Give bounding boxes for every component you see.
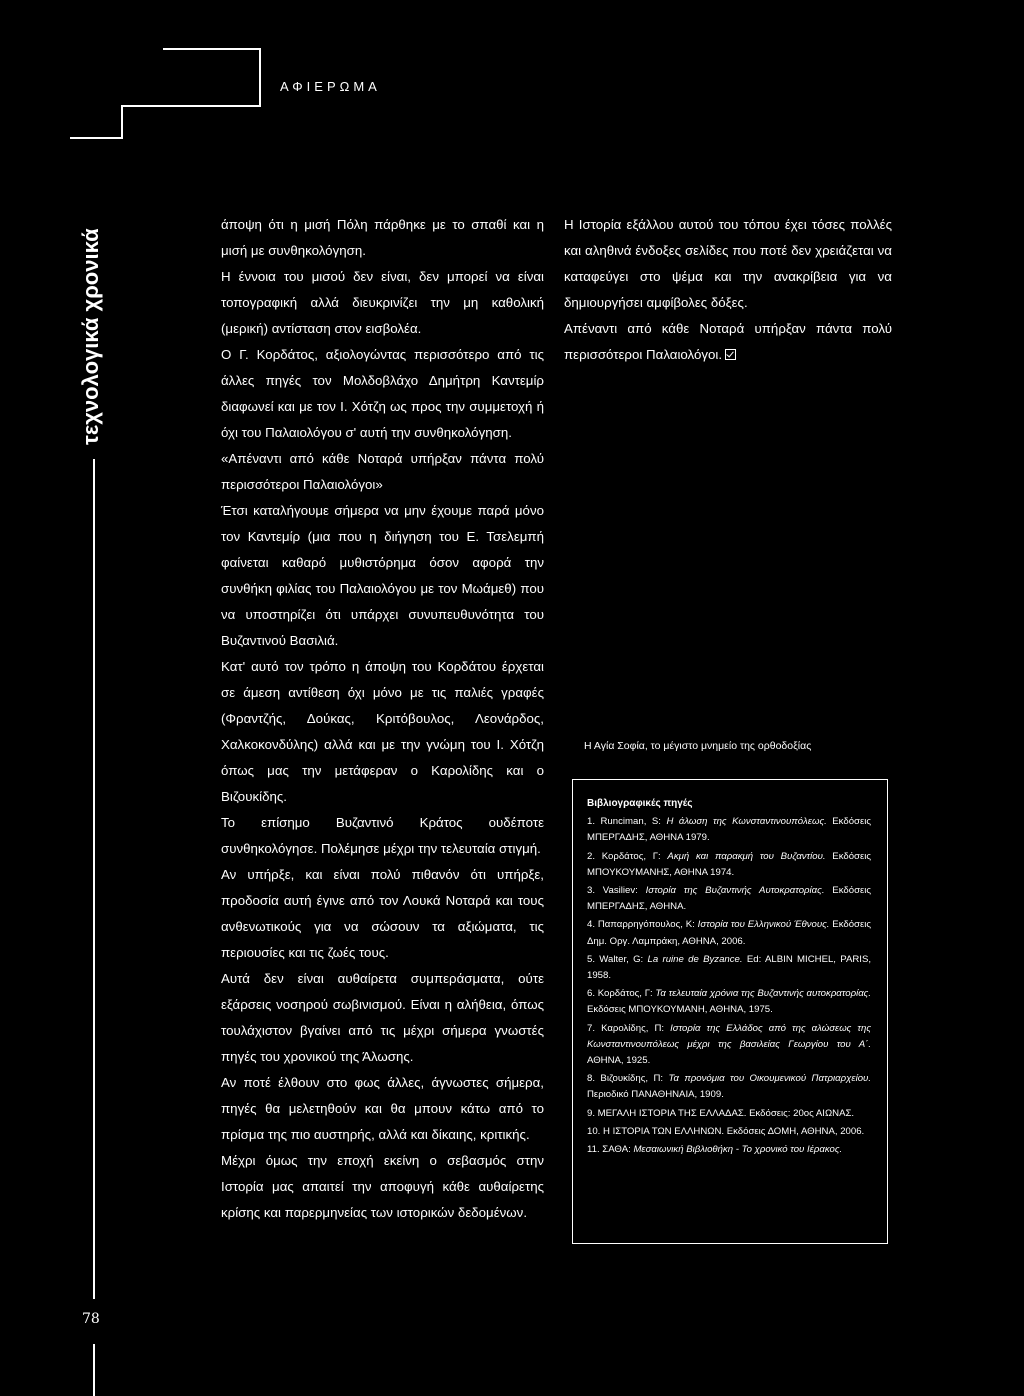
end-mark-checkbox-icon — [725, 349, 736, 360]
frame-line-bottom — [70, 137, 123, 139]
paragraph: Μέχρι όμως την εποχή εκείνη ο σεβασμός στην Ιστορία μας απαιτεί την αποφυγή κάθε αυθαίρετης κρίσης και παρερμηνείας των ιστορικών δεδομένων. — [221, 1153, 544, 1220]
side-rule-bottom — [93, 1344, 95, 1396]
bibliography-ref: 4. Παπαρρηγόπουλος, Κ: Ιστορία του Ελληνικού Έθνους. Εκδόσεις Δημ. Οργ. Λαμπράκη, ΑΘΗΝΑ, 2006. — [587, 919, 872, 947]
closing-text: Απέναντι από κάθε Νοταρά υπήρξαν πάντα πολύ περισσότεροι Παλαιολόγοι. — [564, 321, 892, 362]
bibliography-ref: 1. Runciman, S: Η άλωση της Κωνσταντινουπόλεως. Εκδόσεις ΜΠΕΡΓΑΔΗΣ, ΑΘΗΝΑ 1979. — [587, 816, 871, 844]
frame-line-right — [259, 48, 261, 107]
paragraph: Η έννοια του μισού δεν είναι, δεν μπορεί να είναι τοπογραφική αλλά διευκρινίζει την μη καθολική (μερική) αντίσταση στον εισβολέα. — [221, 269, 544, 336]
frame-line-mid — [121, 105, 261, 107]
paragraph: Αυτά δεν είναι αυθαίρετα συμπεράσματα, ούτε εξάρσεις νοσηρού σωβινισμού. Είναι η αλήθεια, όπως τουλάχιστον βγαίνει από τις μέχρι σήμερα γνωστές πηγές του χρονικού της Άλωσης. — [221, 971, 544, 1064]
paragraph: Το επίσημο Βυζαντινό Κράτος ουδέποτε συνθηκολόγησε. Πολέμησε μέχρι την τελευταία στιγμή. — [221, 815, 544, 856]
bibliography-ref: 3. Vasiliev: Ιστορία της Βυζαντινής Αυτοκρατορίας. Εκδόσεις ΜΠΕΡΓΑΔΗΣ, ΑΘΗΝΑ. — [587, 885, 872, 913]
paragraph: Ο Γ. Κορδάτος, αξιολογώντας περισσότερο από τις άλλες πηγές τον Μολδοβλάχο Δημήτρη Καντεμίρ διαφωνεί και με τον Ι. Χότζη ως προς την συμμετοχή ή όχι του Παλαιολόγου σ' αυτή την συνθηκολόγηση. — [221, 347, 544, 440]
bibliography-ref: 2. Κορδάτος, Γ: Ακμή και παρακμή του Βυζαντίου. Εκδόσεις ΜΠΟΥΚΟΥΜΑΝΗΣ, ΑΘΗΝΑ 1974. — [587, 850, 871, 878]
side-title-text: τεχνολογικά χρονικά — [78, 228, 103, 445]
side-title — [80, 205, 102, 445]
image-caption: Η Αγία Σοφία, το μέγιστο μνημείο της ορθοδοξίας — [584, 740, 812, 752]
bibliography-ref: 11. ΣΑΘΑ: Μεσαιωνική Βιβλιοθήκη - Το χρονικό του Ιέρακος. — [587, 1144, 843, 1156]
side-rule — [93, 459, 95, 1299]
frame-line-top — [163, 48, 261, 50]
paragraph: «Απέναντι από κάθε Νοταρά υπήρξαν πάντα πολύ περισσότεροι Παλαιολόγοι» — [221, 451, 544, 492]
closing-paragraph — [564, 316, 892, 368]
paragraph: άποψη ότι η μισή Πόλη πάρθηκε με το σπαθί και η μισή με συνθηκολόγηση. — [221, 217, 544, 258]
bibliography-ref: 8. Βιζουκίδης, Π: Τα προνόμια του Οικουμενικού Πατριαρχείου. Περιοδικό ΠΑΝΑΘΗΝΑΙΑ, 1909. — [587, 1073, 871, 1101]
paragraph: Κατ' αυτό τον τρόπο η άποψη του Κορδάτου έρχεται σε άμεση αντίθεση όχι μόνο με τις παλιές γραφές (Φραντζής, Δούκας, Κριτόβουλος, Λεονάρδος, Χαλκοκονδύλης) αλλά και με την γνώμη του Ι. Χότζη όπως μας την μετάφεραν ο Καρολίδης και ο Βιζουκίδης. — [221, 659, 544, 804]
left-column — [221, 212, 544, 1226]
section-label: ΑΦΙΕΡΩΜΑ — [280, 79, 381, 94]
bibliography-box — [572, 779, 888, 1244]
paragraph: Αν υπήρξε, και είναι πολύ πιθανόν ότι υπήρξε, προδοσία αυτή έγινε από τον Λουκά Νοταρά και τους ανθενωτικούς για να σώσουν τα αξιώματα, τις περιουσίες και τις ζωές τους. — [221, 867, 544, 960]
bibliography-ref: 9. ΜΕΓΑΛΗ ΙΣΤΟΡΙΑ ΤΗΣ ΕΛΛΑΔΑΣ. Εκδόσεις: 20ος ΑΙΩΝΑΣ. — [587, 1107, 855, 1119]
frame-line-left — [121, 105, 123, 139]
page-number: 78 — [82, 1311, 100, 1327]
paragraph: Έτσι καταλήγουμε σήμερα να μην έχουμε παρά μόνο τον Καντεμίρ (μια που η διήγηση του Ε. Τσελεμπή φαίνεται καθαρό μυθιστόρημα όσον αφορά την συνθήκη φιλίας του Παλαιολόγου με τον Μωάμεθ) που να υποστηρίζει ότι υπάρχει συνυπευθυνότητα του Βυζαντινού Βασιλιά. — [221, 503, 544, 648]
bibliography-ref: 5. Walter, G: La ruine de Byzance. Ed: ALBIN MICHEL, PARIS, 1958. — [587, 953, 872, 982]
bibliography-ref: 7. Καρολίδης, Π: Ιστορία της Ελλάδος από της αλώσεως της Κωνσταντινουπόλεως μέχρι της βασιλείας Γεωργίου του Α΄. ΑΘΗΝΑ, 1925. — [587, 1022, 871, 1067]
bibliography-ref: 10. Η ΙΣΤΟΡΙΑ ΤΩΝ ΕΛΛΗΝΩΝ. Εκδόσεις ΔΟΜΗ, ΑΘΗΝΑ, 2006. — [587, 1125, 865, 1137]
paragraph: Αν ποτέ έλθουν στο φως άλλες, άγνωστες σήμερα, πηγές θα μελετηθούν και θα μπουν κάτω από το πρίσμα της πιο αυστηρής, αλλά και δίκαιης, κριτικής. — [221, 1075, 544, 1142]
right-column — [564, 212, 892, 368]
paragraph: Η Ιστορία εξάλλου αυτού του τόπου έχει τόσες πολλές και αληθινά ένδοξες σελίδες που ποτέ δεν χρειάζεται να καταφεύγει στο ψέμα και την ανακρίβεια για να δημιουργήσει αμφίβολες δόξες. — [564, 217, 892, 310]
bibliography-ref: 6. Κορδάτος, Γ: Τα τελευταία χρόνια της Βυζαντινής αυτοκρατορίας. Εκδόσεις ΜΠΟΥΚΟΥΜΑΝΗ, ΑΘΗΝΑ, 1975. — [587, 988, 871, 1016]
bibliography-title: Βιβλιογραφικές πηγές — [587, 798, 693, 809]
